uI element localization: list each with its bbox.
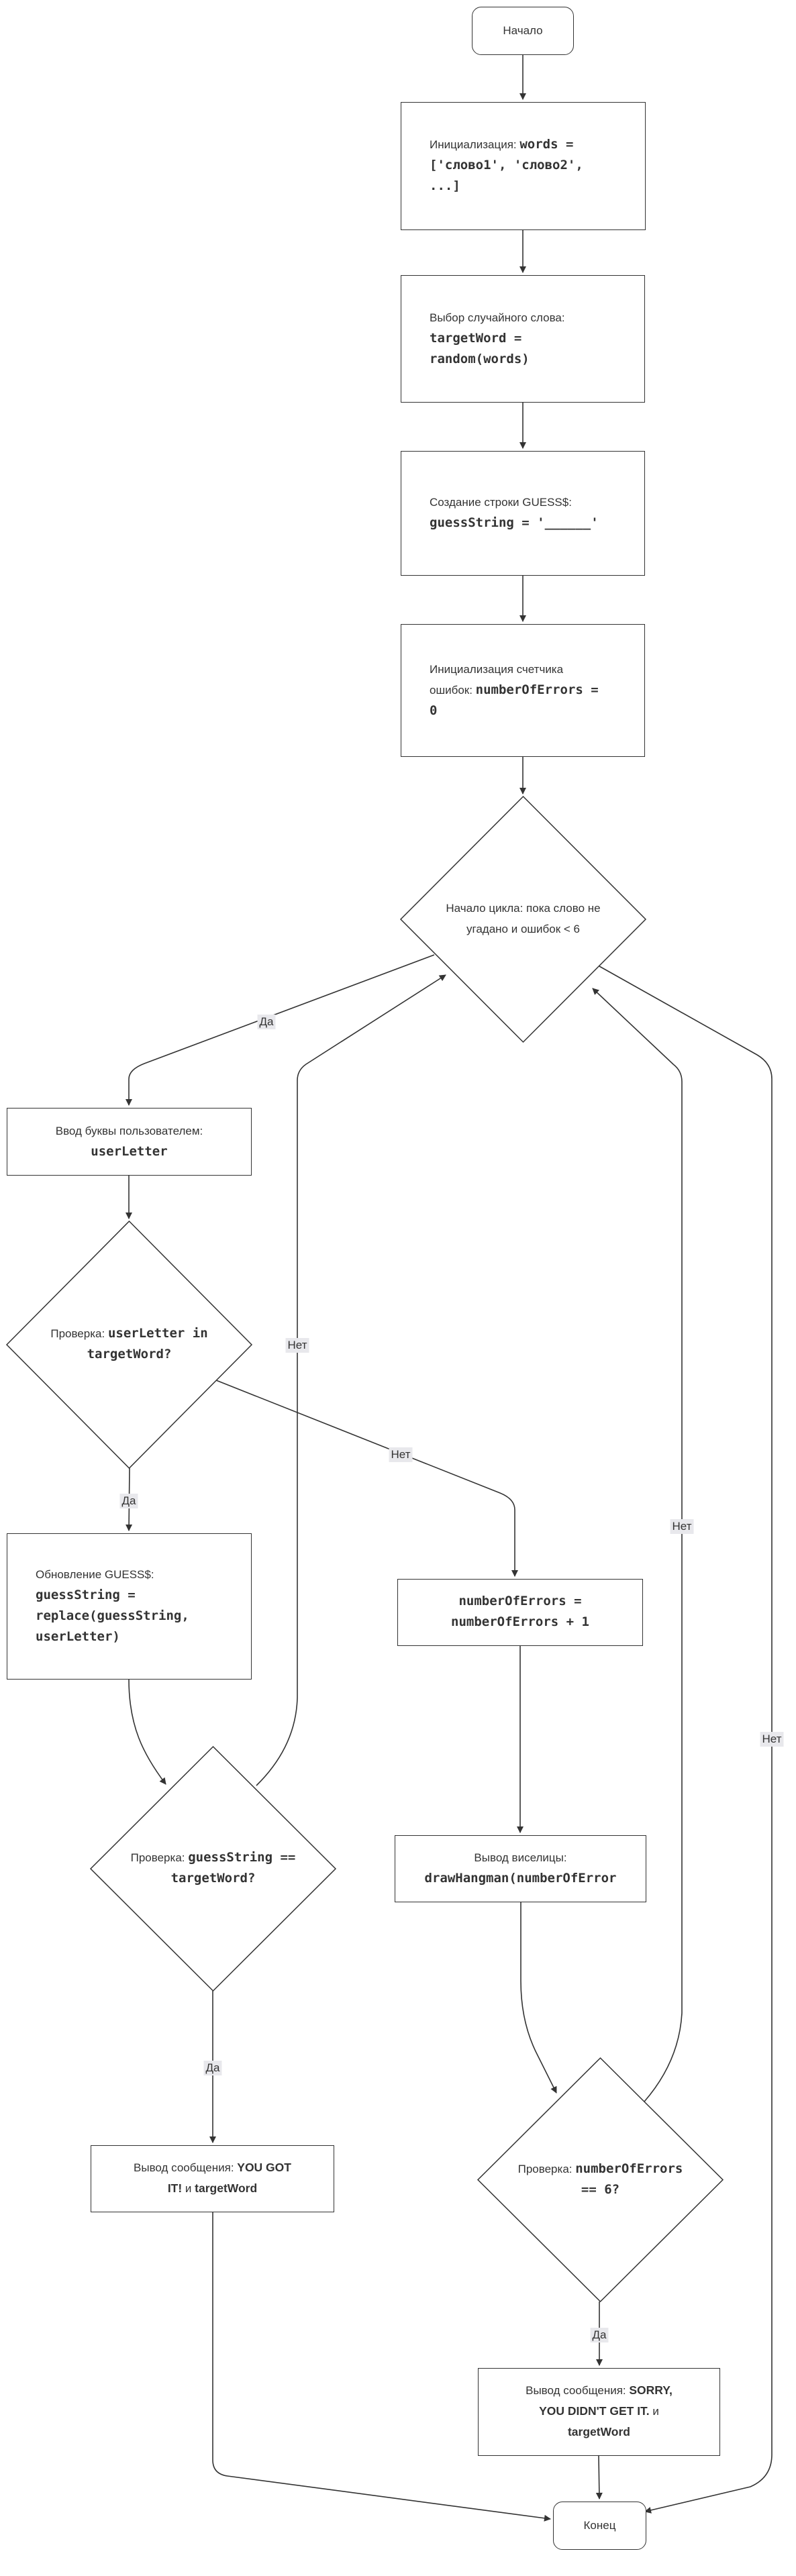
text-segment: numberOfErrors = [458, 1594, 582, 1608]
node-text-line [425, 1869, 617, 1890]
node-text-line [430, 135, 573, 156]
text-segment: Выбор случайного слова: [430, 311, 565, 324]
node-text-line [134, 2158, 291, 2179]
text-segment: Начало [503, 23, 543, 37]
text-segment: ошибок: [430, 683, 476, 697]
edge-checkletter-to-incerrors [216, 1380, 515, 1576]
text-segment: targetWord = [430, 330, 522, 346]
node-text-line [36, 1606, 189, 1627]
edge-label-loop-to-end: Нет [760, 1732, 784, 1747]
text-segment: Обновление GUESS$: [36, 1568, 154, 1581]
node-text-line [430, 308, 565, 329]
edge-label-checkletter-to-incerrors: Нет [389, 1447, 413, 1462]
edge-label-checkerrors-to-loop: Нет [670, 1519, 694, 1534]
text-segment: numberOfErrors [575, 2161, 683, 2176]
node-text-line [36, 1627, 120, 1648]
edge-label-loop-to-input: Да [258, 1015, 276, 1029]
node-text-line [539, 2402, 659, 2422]
node-text-line [430, 660, 563, 680]
text-segment: targetWord [567, 2425, 630, 2438]
node-text-line [503, 21, 542, 42]
node-text-line [430, 513, 599, 534]
node-text-line [501, 2180, 699, 2201]
text-segment: YOU GOT [237, 2161, 291, 2174]
text-segment: ...] [430, 178, 460, 193]
node-input-letter [7, 1108, 252, 1176]
node-inc-errors [397, 1579, 643, 1646]
text-segment: Проверка: [517, 2162, 576, 2175]
text-segment: Проверка: [50, 1327, 108, 1340]
edge-loop-to-end [599, 966, 772, 2512]
text-segment: и [649, 2405, 659, 2418]
text-segment: угадано и ошибок < 6 [466, 923, 580, 935]
text-segment: 0 [430, 703, 438, 718]
node-text-line [91, 1142, 167, 1163]
node-choose-word [401, 275, 645, 403]
edge-hangman-to-checkerrors [521, 1902, 556, 2093]
edge-won-to-end [213, 2212, 550, 2519]
node-msg-lost [478, 2368, 720, 2456]
edge-label-checkguess-to-loop: Нет [286, 1338, 309, 1353]
node-start [472, 7, 574, 55]
node-text-line [430, 350, 530, 370]
edge-checkguess-to-loop [256, 975, 446, 1786]
node-text-line [56, 1121, 203, 1142]
text-segment: userLetter) [36, 1629, 120, 1644]
node-text-line [430, 176, 460, 197]
text-segment: guessString = '______' [430, 515, 599, 530]
node-msg-won [91, 2145, 334, 2212]
node-text-line [568, 2422, 630, 2443]
text-segment: words = [519, 137, 574, 152]
node-text-line [30, 1324, 228, 1345]
text-segment: Конец [583, 2518, 616, 2532]
node-text-line [424, 898, 622, 919]
node-check-errors [501, 2159, 699, 2201]
text-segment: drawHangman(numberOfError [424, 1871, 617, 1886]
node-text-line [114, 1869, 312, 1890]
node-text-line [474, 1848, 566, 1869]
node-draw-hangman [395, 1835, 646, 1902]
node-text-line [424, 919, 622, 940]
text-segment: Начало цикла: пока слово не [446, 902, 601, 915]
node-create-guess [401, 451, 645, 576]
edge-checkerrors-to-loop [593, 988, 682, 2102]
text-segment: Создание строки GUESS$: [430, 496, 572, 509]
node-text-line [526, 2381, 673, 2402]
node-init-errors [401, 624, 645, 757]
text-segment: Вывод сообщения: [526, 2384, 630, 2397]
text-segment: guessString == [188, 1850, 296, 1865]
edge-label-checkletter-to-update: Да [120, 1494, 138, 1508]
node-text-line [430, 701, 437, 722]
node-check-guess [114, 1848, 312, 1890]
text-segment: targetWord? [170, 1871, 256, 1886]
node-update-guess [7, 1533, 252, 1680]
node-text-line [430, 680, 599, 701]
text-segment: numberOfErrors + 1 [451, 1614, 589, 1629]
text-segment: IT! [167, 2181, 183, 2195]
edge-label-checkguess-to-won: Да [204, 2061, 222, 2075]
text-segment: random(words) [430, 351, 530, 366]
text-segment: Инициализация счетчика [430, 662, 564, 676]
node-text-line [430, 329, 521, 350]
node-text-line [451, 1612, 589, 1633]
node-text-line [36, 1565, 154, 1586]
node-text-line [36, 1586, 136, 1606]
text-segment: Проверка: [130, 1851, 189, 1864]
node-text-line [168, 2179, 257, 2200]
text-segment: Вывод виселицы: [474, 1851, 567, 1864]
text-segment: ['слово1', 'слово2', [430, 158, 583, 172]
node-text-line [458, 1592, 581, 1612]
edge-loop-to-input [129, 955, 434, 1105]
text-segment: SORRY, [629, 2383, 673, 2397]
text-segment: == 6? [581, 2181, 620, 2197]
node-text-line [430, 493, 572, 513]
text-segment: targetWord [195, 2181, 258, 2195]
text-segment: userLetter [91, 1143, 168, 1159]
text-segment: guessString = [36, 1588, 136, 1602]
edge-update-to-checkguess [129, 1680, 166, 1784]
node-text-line [114, 1848, 312, 1869]
text-segment: numberOfErrors = [475, 682, 599, 697]
text-segment: и [182, 2182, 195, 2195]
text-segment: userLetter in [107, 1326, 208, 1341]
text-segment: targetWord? [87, 1347, 172, 1361]
text-segment: Вывод сообщения: [134, 2161, 238, 2174]
node-check-letter [30, 1324, 228, 1366]
text-segment: Ввод буквы пользователем: [55, 1124, 203, 1137]
node-text-line [430, 156, 583, 176]
node-init-words [401, 102, 646, 230]
node-text-line [584, 2516, 616, 2536]
node-text-line [30, 1345, 228, 1366]
node-loop-check [424, 898, 622, 940]
text-segment: replace(guessString, [36, 1608, 189, 1623]
node-text-line [501, 2159, 699, 2180]
text-segment: Инициализация: [430, 138, 520, 151]
text-segment: YOU DIDN'T GET IT. [539, 2404, 650, 2418]
edge-label-checkerrors-to-lost: Да [591, 2328, 609, 2342]
node-end [553, 2502, 646, 2550]
